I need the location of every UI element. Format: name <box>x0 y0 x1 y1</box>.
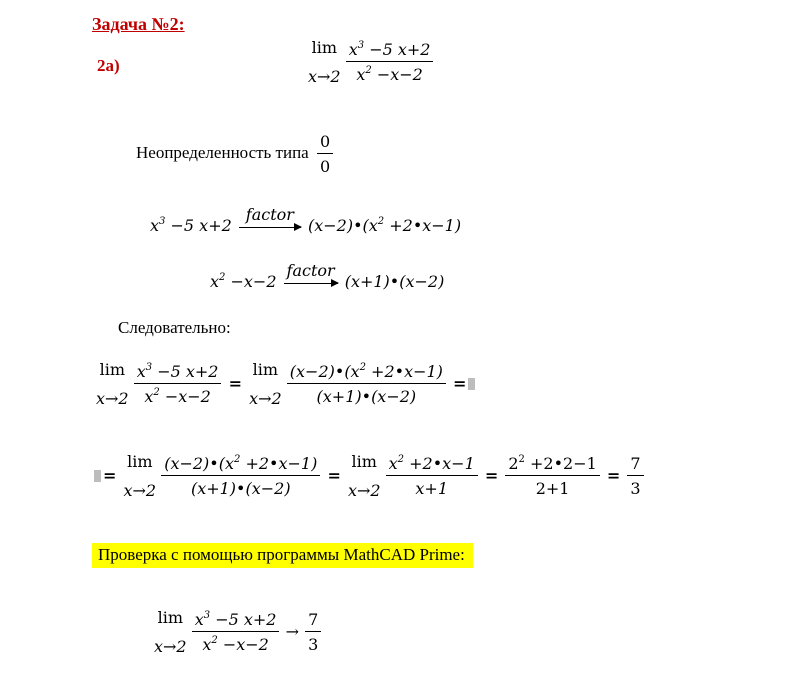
factor-denominator-line: $x^2 -x-2$ factor (x+1)•(x−2) <box>210 261 445 291</box>
result-fraction: $\frac{7}{3}$ <box>627 454 643 498</box>
factor-arrow: factor <box>239 205 301 228</box>
arrow-symbol: → <box>285 621 299 641</box>
indeterminacy-text: Неопределенность типа <box>136 142 309 162</box>
fraction: $\frac{x^2 +2•x-1}{x+1}$ <box>386 454 478 498</box>
limit-word: lim <box>311 38 337 57</box>
limit-operator: lim x→2 <box>123 452 157 500</box>
limit-operator: lim x→2 <box>154 608 187 656</box>
task-title: Задача №2: <box>92 14 185 34</box>
limit-operator: lim x→2 <box>96 360 129 408</box>
limit-operator: lim x→2 <box>347 452 381 500</box>
main-limit-expression <box>308 38 433 86</box>
limit-operator <box>308 38 341 86</box>
zero-over-zero: $\frac{0}{0}$ <box>317 132 333 176</box>
fraction: $\frac{x^3 -5 x+2}{x^2 -x-2}$ <box>134 362 222 406</box>
mathcad-check-heading: Проверка с помощью программы MathCAD Prime: <box>92 543 473 568</box>
limit-operator: lim x→2 <box>249 360 282 408</box>
factor-numerator-line: $x^3 -5$ x+2 factor $(x-2)•(x^2$ +2•x−1) <box>150 205 462 235</box>
fraction: $\frac{2^2 +2•2-1}{2+1}$ <box>505 454 599 498</box>
solution-step-1: lim x→2 $\frac{x^3 -5 x+2}{x^2 -x-2}$ = lim x→2 $\frac{(x-2)•(x^2 +2•x-1)}{(x+1)•(x-2)}$ = <box>96 360 475 408</box>
main-fraction <box>346 40 434 84</box>
fraction: $\frac{(x-2)•(x^2 +2•x-1)}{(x+1)•(x-2)}$ <box>161 454 320 498</box>
factor-arrow: factor <box>284 261 338 284</box>
mathcad-check-expression <box>154 608 321 656</box>
part-label: 2а) <box>97 56 120 75</box>
fraction: $\frac{(x-2)•(x^2 +2•x-1)}{(x+1)•(x-2)}$ <box>287 362 446 406</box>
fraction-numerator: $x^3 -5$ x+2 <box>348 40 431 59</box>
solution-step-2: = lim x→2 $\frac{(x-2)•(x^2 +2•x-1)}{(x+1)•(x-2)}$ = lim x→2 $\frac{x^2 +2•x-1}{x+1}$ = $\frac{2^2 +2•2-1}{2+1}$ = $\frac{7}{3}$ <box>94 452 644 500</box>
therefore-text: Следовательно: <box>118 318 231 337</box>
fraction: $\frac{x^3 -5 x+2}{x^2 -x-2}$ <box>192 610 280 654</box>
result-fraction: $\frac{7}{3}$ <box>305 610 321 654</box>
placeholder-box <box>468 378 475 390</box>
fraction-denominator: $x^2 -x-2$ <box>356 65 423 84</box>
placeholder-box <box>94 470 101 482</box>
limit-subscript: x→2 <box>308 67 341 86</box>
indeterminacy-line <box>136 132 333 176</box>
